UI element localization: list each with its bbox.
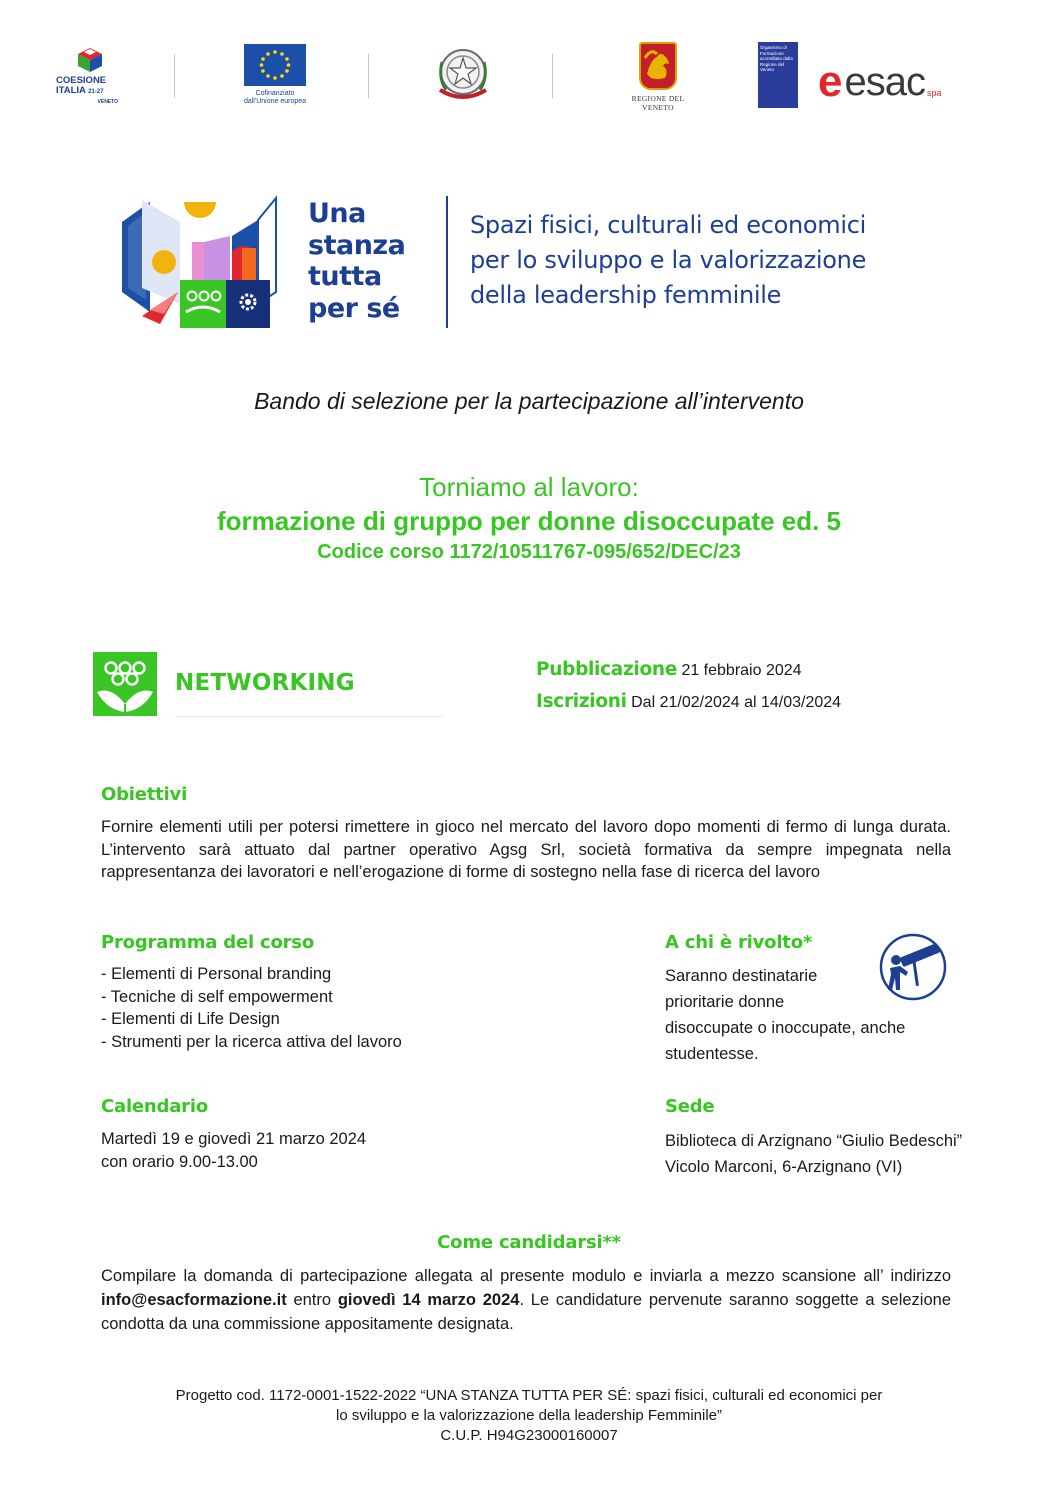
coesione-years: 21-27 (88, 89, 104, 95)
programma-item: - Tecniche di self empowerment (101, 987, 333, 1006)
come-candidarsi-text (101, 1264, 951, 1336)
come-text-before: Compilare la domanda di partecipazione allegata al presente modulo e inviarla a mezzo scansione all’ indirizzo (101, 1267, 951, 1285)
telescope-icon (878, 932, 948, 1002)
iscrizioni-label: Iscrizioni (536, 691, 627, 712)
obiettivi-text: Fornire elementi utili per potersi rimettere in gioco nel mercato del lavoro dopo momenti di fermo di lunga durata. L’intervento sarà attuato dal partner operativo Agsg Srl, società formativa da sempre impegnata nella rappresentanza dei lavoratori e nell’erogazione di forme di sostegno nella fase di ricerca del lavoro (101, 818, 951, 882)
logo-bar (52, 40, 1002, 115)
course-code: Codice corso 1172/10511767-095/652/DEC/23 (317, 541, 741, 563)
programma-list (101, 963, 561, 1053)
repubblica-italiana-emblem-icon (432, 42, 494, 106)
project-name (308, 198, 438, 324)
una-stanza-graphic-icon (120, 192, 280, 332)
coesione-cube-icon (56, 40, 116, 74)
tagline-line: Spazi fisici, culturali ed economici (470, 211, 866, 239)
project-name-line: stanza (308, 229, 406, 261)
calendario-line: Martedì 19 e giovedì 21 marzo 2024 (101, 1130, 367, 1148)
footer (90, 1386, 968, 1446)
networking-icon (93, 652, 157, 716)
tagline-line: per lo sviluppo e la valorizzazione (470, 246, 867, 274)
project-name-line: per sé (308, 292, 400, 324)
programma-item: - Strumenti per la ricerca attiva del lavoro (101, 1032, 402, 1051)
organismo-accreditato-badge (758, 42, 798, 108)
course-title-line2: formazione di gruppo per donne disoccupate ed. 5 (216, 506, 842, 536)
esac-logo-spa: spa (926, 88, 942, 98)
project-divider (446, 196, 448, 328)
lion-of-saint-mark-icon (639, 42, 677, 90)
calendario-line: con orario 9.00-13.00 (101, 1152, 258, 1171)
organismo-text: Organismo di Formazione accreditato dalla Regione del Veneto (760, 45, 793, 72)
iscrizioni-value: Dal 21/02/2024 al 14/03/2024 (631, 694, 842, 711)
coesione-line2: ITALIA (56, 85, 86, 96)
programma-heading: Programma del corso (101, 932, 314, 953)
come-text-middle: entro (286, 1291, 338, 1309)
programma-item: - Elementi di Personal branding (101, 965, 332, 983)
sede-line: Biblioteca di Arzignano “Giulio Bedeschi” (665, 1132, 963, 1150)
project-header (120, 192, 950, 332)
key-dates (536, 654, 956, 718)
project-name-line: Una (308, 198, 366, 229)
esac-logo-word: esac (844, 60, 925, 104)
sede-heading: Sede (665, 1096, 715, 1117)
footer-cup: C.U.P. H94G23000160007 (440, 1427, 618, 1444)
logo-separator (368, 54, 369, 98)
coesione-region: VENETO (97, 99, 118, 105)
coesione-line1: COESIONE (56, 75, 107, 86)
sede-text (665, 1128, 965, 1180)
deadline-date: giovedì 14 marzo 2024 (337, 1291, 520, 1309)
project-tagline (470, 208, 970, 313)
logo-separator (174, 54, 175, 98)
course-title (0, 470, 1058, 566)
networking-underline (175, 716, 443, 717)
project-name-line: tutta (308, 261, 382, 292)
logo-separator (552, 54, 553, 98)
iscrizioni-row (536, 686, 956, 718)
eu-caption-2: dall'Unione europea (243, 98, 307, 105)
eu-caption-1: Cofinanziato (255, 90, 295, 97)
calendario-heading: Calendario (101, 1096, 208, 1117)
eu-logo (240, 44, 310, 106)
programma-item: - Elementi di Life Design (101, 1010, 280, 1029)
a-chi-line: prioritarie donne (665, 993, 785, 1011)
esac-logo (818, 54, 942, 104)
calendario-text (101, 1128, 521, 1173)
veneto-caption: REGIONE DEL VENETO (631, 94, 685, 112)
footer-line: lo sviluppo e la valorizzazione della leadership Femminile” (335, 1407, 723, 1424)
pubblicazione-value: 21 febbraio 2024 (681, 662, 802, 679)
a-chi-line: disoccupate o inoccupate, anche studentesse. (665, 1019, 906, 1063)
bando-subtitle: Bando di selezione per la partecipazione all’intervento (254, 388, 804, 414)
pubblicazione-label: Pubblicazione (536, 659, 677, 680)
esac-logo-e: e (818, 57, 843, 106)
a-chi-line: Saranno destinatarie (665, 967, 818, 985)
come-text-after: . Le candidature pervenute saranno soggette a selezione condotta da una commissione appositamente designata. (101, 1291, 952, 1333)
come-candidarsi-heading: Come candidarsi** (437, 1232, 621, 1253)
course-title-line1: Torniamo al lavoro: (419, 472, 639, 502)
eu-flag-icon (244, 44, 306, 86)
a-chi-heading: A chi è rivolto* (665, 932, 813, 953)
sede-line: Vicolo Marconi, 6-Arzignano (VI) (665, 1158, 903, 1176)
networking-badge (93, 652, 443, 722)
networking-label: NETWORKING (175, 670, 355, 696)
obiettivi-heading: Obiettivi (101, 784, 188, 805)
contact-email-link[interactable]: info@esacformazione.it (101, 1291, 287, 1309)
coesione-italia-logo (56, 40, 120, 110)
regione-veneto-logo (618, 42, 698, 112)
footer-line: Progetto cod. 1172-0001-1522-2022 “UNA STANZA TUTTA PER SÉ: spazi fisici, culturali ed economici per (175, 1387, 883, 1404)
pubblicazione-row (536, 654, 956, 686)
tagline-line: della leadership femminile (470, 281, 782, 309)
